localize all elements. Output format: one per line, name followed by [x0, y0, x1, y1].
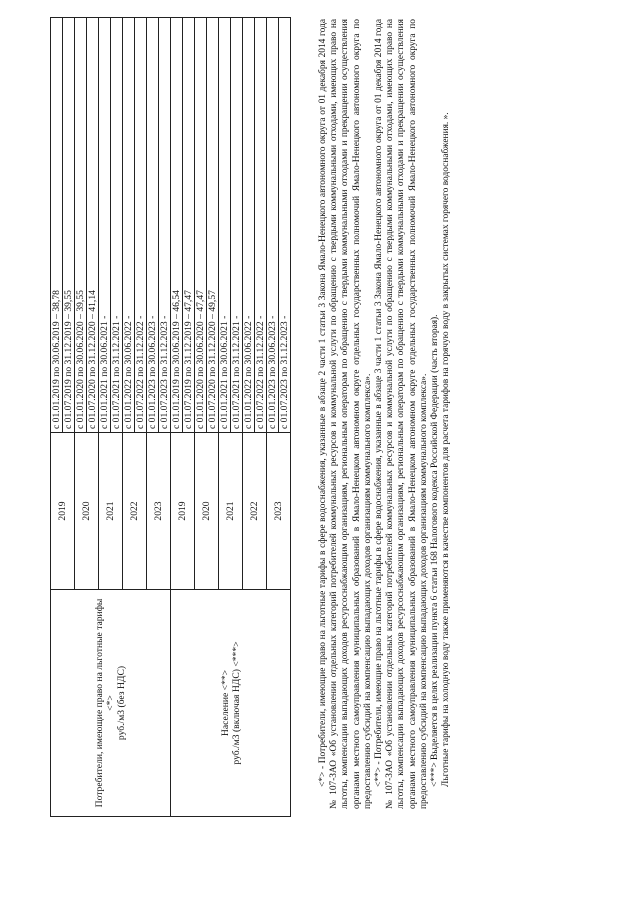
category-unit: руб./м3 (включая НДС) <***> — [230, 641, 242, 765]
period-value-cell: с 01.07.2019 по 31.12.2019 – 39,55 — [63, 18, 75, 433]
footnote-2: <**> - Потребители, имеющие право на льготные тарифы в сфере водоснабжения, указанные в абзаце 3 части 1 статьи 3 Закона Ямало-Ненецкого автономного округа от 01 декабря 2014 года № 107-ЗАО «Об установлении отдельных категорий потребителей коммунальных ресурсов и коммунальной услуги по обращению с твердыми коммунальными отходами, имеющих право на льготы, компенсации выпадающих доходов ресурсоснабжающим организациям, региональным операторам по обращению с твердыми коммунальными отходами и прекращении осуществления органами местного самоуправления муниципальных образований в Ямало-Ненецком автономном округе отдельных государственных полномочий Ямало-Ненецкого автономного округа по предоставлению субсидий на компенсацию выпадающих доходов организациям коммунального комплекса». — [374, 19, 429, 809]
period-value-cell: с 01.01.2019 по 30.06.2019 – 38,78 — [51, 18, 63, 433]
year-cell: 2021 — [219, 433, 243, 590]
year-cell: 2020 — [75, 433, 99, 590]
year-cell: 2019 — [51, 433, 75, 590]
footnote-4: Льготные тарифы на холодную воду также применяются в качестве компонентов для расчета тарифов на горячую воду в закрытых системах горячего водоснабжения. ». — [441, 112, 452, 787]
period-value-cell: с 01.01.2021 по 30.06.2021 - — [219, 18, 231, 433]
table-row — [51, 18, 63, 817]
period-value-cell: с 01.07.2023 по 31.12.2023 - — [279, 18, 291, 433]
period-value-cell: с 01.01.2021 по 30.06.2021 - — [99, 18, 111, 433]
period-value-cell: с 01.01.2019 по 30.06.2019 – 46,54 — [171, 18, 183, 433]
year-cell: 2023 — [147, 433, 171, 590]
period-value-cell: с 01.07.2020 по 31.12.2020 – 49,57 — [207, 18, 219, 433]
period-value-cell: с 01.01.2020 по 30.06.2020 – 39,55 — [75, 18, 87, 433]
category-cell — [51, 590, 171, 817]
category-unit: руб./м3 (без НДС) — [116, 665, 127, 741]
period-value-cell: с 01.01.2022 по 30.06.2022 - — [123, 18, 135, 433]
category-cell — [171, 590, 291, 817]
year-cell: 2022 — [123, 433, 147, 590]
footnote-3: <***> Выделяется в целях реализации пункта 6 статьи 168 Налогового кодекса Российской Федерации (часть вторая). — [430, 314, 441, 787]
year-cell: 2021 — [99, 433, 123, 590]
period-value-cell: с 01.07.2021 по 31.12.2021 - — [231, 18, 243, 433]
table-row — [171, 18, 183, 817]
year-cell: 2020 — [195, 433, 219, 590]
period-value-cell: с 01.07.2022 по 31.12.2022 - — [255, 18, 267, 433]
footnotes — [318, 19, 452, 809]
year-cell: 2023 — [267, 433, 291, 590]
period-value-cell: с 01.07.2019 по 31.12.2019 – 47,47 — [183, 18, 195, 433]
category-title: Население <**> — [219, 669, 231, 737]
year-cell: 2022 — [243, 433, 267, 590]
footnote-1: <*> - Потребители, имеющие право на льготные тарифы в сфере водоснабжения, указанные в абзаце 2 части 1 статьи 3 Закона Ямало-Ненецкого автономного округа от 01 декабря 2014 года № 107-ЗАО «Об установлении отдельных категорий потребителей коммунальных ресурсов и коммунальной услуги по обращению с твердыми коммунальными отходами, имеющих право на льготы, компенсации выпадающих доходов ресурсоснабжающим организациям, региональным операторам по обращению с твердыми коммунальными отходами и прекращении осуществления органами местного самоуправления муниципальных образований в Ямало-Ненецком автономном округе отдельных государственных полномочий Ямало-Ненецкого автономного округа по предоставлению субсидий на компенсацию выпадающих доходов организациям коммунального комплекса». — [318, 19, 373, 809]
period-value-cell: с 01.07.2022 по 31.12.2022 - — [135, 18, 147, 433]
period-value-cell: с 01.01.2022 по 30.06.2022 - — [243, 18, 255, 433]
year-cell: 2019 — [171, 433, 195, 590]
period-value-cell: с 01.01.2023 по 30.06.2023 - — [147, 18, 159, 433]
category-title: Потребители, имеющие право на льготные тарифы <*> — [94, 598, 116, 808]
period-value-cell: с 01.07.2020 по 31.12.2020 – 41,14 — [87, 18, 99, 433]
period-value-cell: с 01.07.2023 по 31.12.2023 - — [159, 18, 171, 433]
period-value-cell: с 01.01.2020 по 30.06.2020 – 47,47 — [195, 18, 207, 433]
tariff-table — [50, 17, 291, 817]
period-value-cell: с 01.01.2023 по 30.06.2023 - — [267, 18, 279, 433]
period-value-cell: с 01.07.2021 по 31.12.2021 - — [111, 18, 123, 433]
